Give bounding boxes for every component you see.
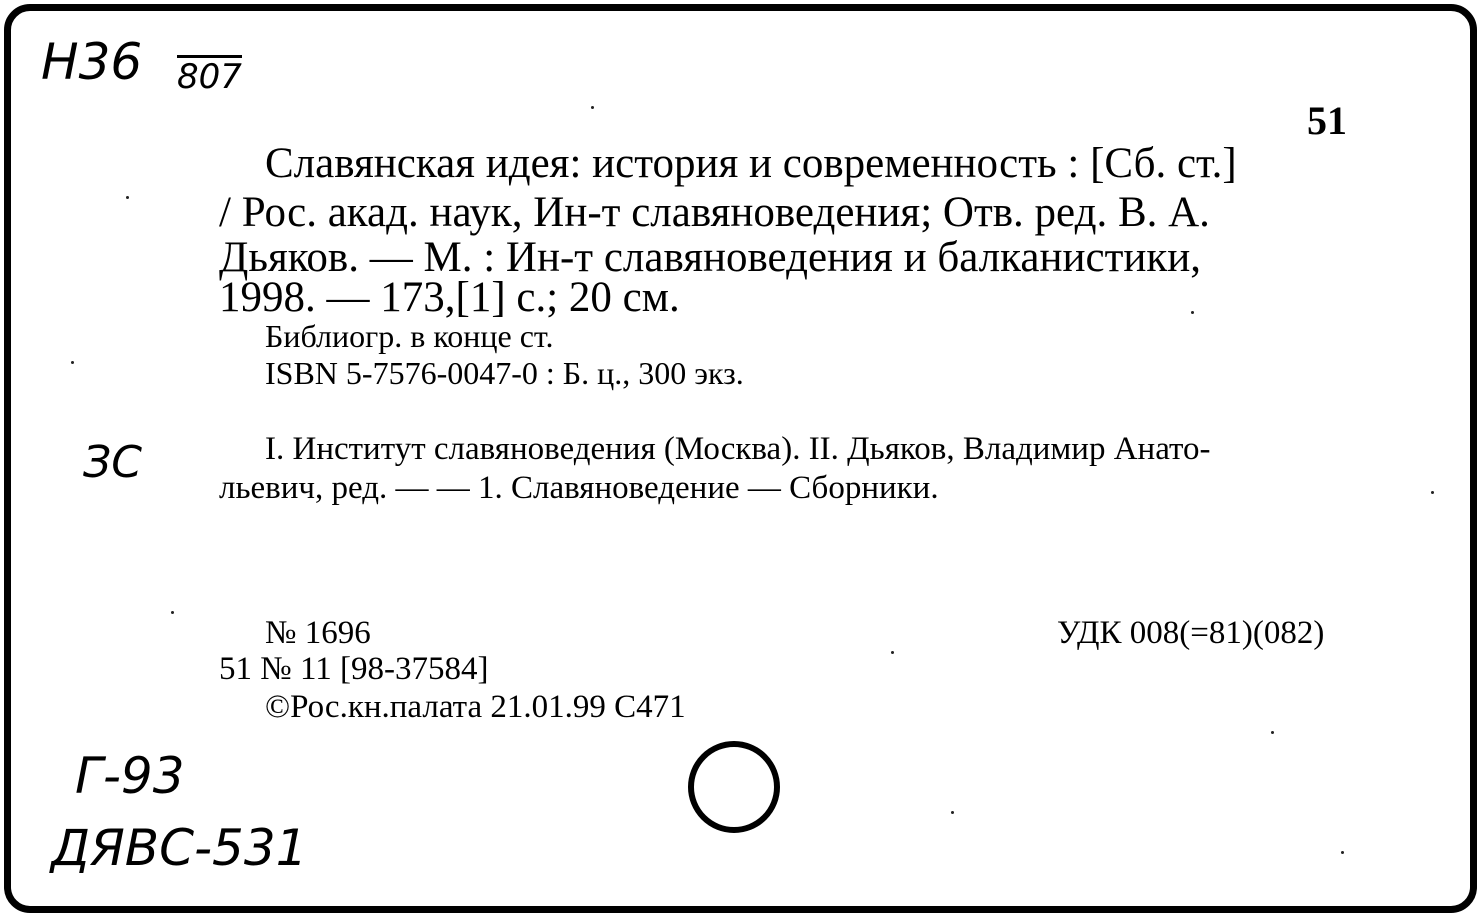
handwritten-mark: ЗС (83, 437, 142, 488)
speck (591, 106, 594, 109)
speck (1431, 491, 1434, 494)
tracing-line-1: I. Институт славяноведения (Москва). II. Дьяков, Владимир Анато- (265, 431, 1211, 467)
speck (951, 811, 954, 814)
description-line-2: / Рос. акад. наук, Ин-т славяноведения; Отв. ред. В. А. (219, 189, 1210, 236)
footer-number: № 1696 (265, 615, 371, 651)
handwritten-fraction: 807 (177, 57, 242, 97)
speck (171, 611, 174, 614)
tracing-line-2: льевич, ред. — — 1. Славяноведение — Сборники. (219, 470, 939, 506)
speck (71, 361, 74, 364)
footer-chamber: ©Рос.кн.палата 21.01.99 С471 (265, 689, 686, 725)
footer-udc: УДК 008(=81)(082) (1057, 615, 1325, 651)
speck (1341, 851, 1344, 854)
speck (126, 196, 129, 199)
description-line-3: Дьяков. — М. : Ин-т славяноведения и балканистики, (219, 234, 1202, 281)
handwritten-code: Н36 (41, 33, 143, 91)
description-line-1: Славянская идея: история и современность : [Сб. ст.] (265, 140, 1237, 187)
card-number: 51 (1307, 98, 1347, 143)
footer-series: 51 № 11 [98-37584] (219, 651, 489, 687)
note-bibliography: Библиогр. в конце ст. (265, 318, 554, 354)
handwritten-shelfmark-1: Г-93 (75, 747, 185, 805)
description-line-4: 1998. — 173,[1] с.; 20 см. (219, 274, 680, 321)
punch-hole (688, 741, 780, 833)
note-isbn: ISBN 5-7576-0047-0 : Б. ц., 300 экз. (265, 355, 744, 391)
catalog-card (4, 4, 1477, 913)
speck (1191, 311, 1194, 314)
speck (1271, 731, 1274, 734)
handwritten-shelfmark-2: ДЯВС-531 (51, 819, 308, 877)
speck (891, 651, 894, 654)
